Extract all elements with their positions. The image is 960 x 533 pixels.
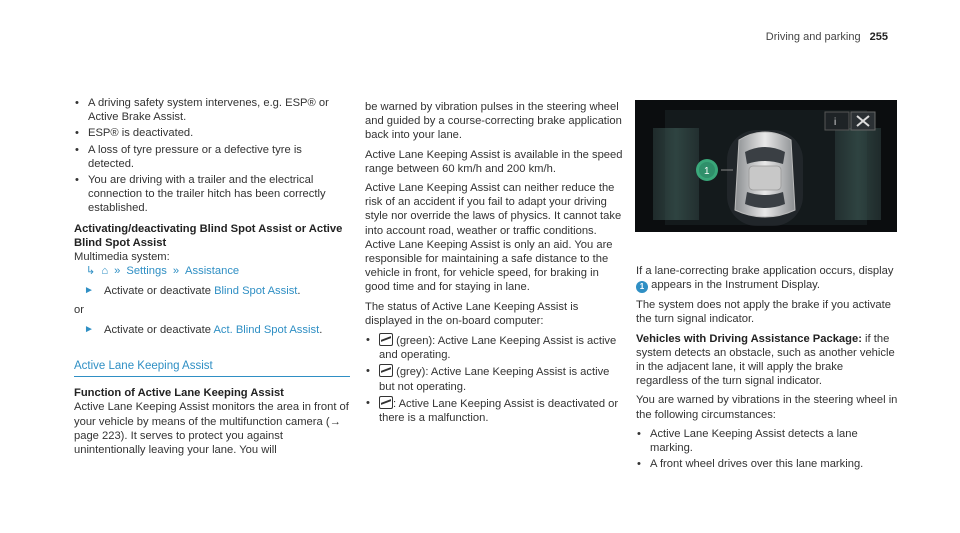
menu-path	[74, 264, 350, 278]
lane-assist-off-icon	[379, 396, 393, 409]
page-header	[766, 30, 888, 44]
list-item: • (green): Active Lane Keeping Assist is active and operating.	[365, 333, 623, 362]
heading-activating: Activating/deactivating Blind Spot Assist or Active Blind Spot Assist	[74, 222, 343, 249]
list-item: • You are driving with a trailer and the electrical connection to the trailer hitch has been correctly established.	[74, 173, 350, 216]
paragraph: If a lane-correcting brake application occurs, display 1 appears in the Instrument Display.	[636, 265, 894, 292]
section-title: Active Lane Keeping Assist	[74, 359, 350, 377]
paragraph: Active Lane Keeping Assist is available in the speed range between 60 km/h and 200 km/h.	[365, 148, 623, 175]
circumstance-list	[636, 427, 898, 472]
chevron-right-icon: »	[114, 265, 121, 278]
list-item: • A front wheel drives over this lane marking.	[636, 457, 898, 471]
paragraph: be warned by vibration pulses in the steering wheel and guided by a course-correcting brake application back into your lane.	[365, 101, 622, 142]
step-active-blind-spot: ► Activate or deactivate Act. Blind Spot Assist.	[84, 323, 323, 336]
heading-function: Function of Active Lane Keeping Assist	[74, 387, 284, 400]
blind-spot-assist-link[interactable]: Blind Spot Assist	[214, 285, 298, 298]
svg-text:i: i	[834, 117, 837, 128]
chevron-right-icon: »	[172, 265, 180, 278]
paragraph: Vehicles with Driving Assistance Package: if the system detects an obstacle, such as another vehicle in the adjacent lane, it will apply the brake regardless of the turn signal indicator.	[636, 332, 895, 388]
paragraph: Active Lane Keeping Assist can neither reduce the risk of an accident if you fail to adapt your driving style nor override the laws of physics. It cannot take into account road, weather or traffic conditions. Active Lane Keeping Assist is only an aid. You are responsible for maintaining a safe distance to the vehicle in front, for vehicle speed, for braking in good time and for staying in lane.	[365, 182, 622, 294]
display-number-badge: 1	[636, 281, 648, 293]
home-icon[interactable]: ⌂	[101, 265, 109, 278]
paragraph: Active Lane Keeping Assist monitors the area in front of your vehicle by means of the multifunction camera (→ page 223). It serves to protect you against unintentionally leaving your lane. You will	[74, 401, 349, 457]
list-item: • A loss of tyre pressure or a defective tyre is detected.	[74, 143, 350, 171]
instrument-display-image	[635, 100, 897, 232]
list-item: • Active Lane Keeping Assist detects a lane marking.	[636, 427, 898, 455]
image-badge: 1	[704, 166, 710, 177]
step-arrow-icon: ►	[84, 323, 94, 335]
lane-assist-green-icon	[379, 333, 393, 346]
condition-list	[74, 96, 350, 216]
column-middle	[365, 100, 623, 427]
paragraph: The system does not apply the brake if you activate the turn signal indicator.	[636, 299, 891, 326]
column-left	[74, 96, 350, 462]
step-blind-spot: ► Activate or deactivate Blind Spot Assist.	[84, 285, 301, 298]
column-right	[636, 264, 898, 473]
list-item: • A driving safety system intervenes, e.g. ESP® or Active Brake Assist.	[74, 96, 350, 124]
page-number: 255	[869, 31, 888, 43]
multimedia-label: Multimedia system:	[74, 251, 170, 264]
return-arrow-icon: ↳	[86, 265, 96, 278]
menu-assistance[interactable]: Assistance	[185, 265, 240, 278]
list-item: • ESP® is deactivated.	[74, 126, 350, 140]
list-item: • (grey): Active Lane Keeping Assist is active but not operating.	[365, 364, 623, 393]
section-name: Driving and parking	[765, 31, 861, 43]
menu-settings[interactable]: Settings	[126, 265, 167, 278]
lane-assist-grey-icon	[379, 364, 393, 377]
active-blind-spot-assist-link[interactable]: Act. Blind Spot Assist	[213, 323, 320, 336]
or-label: or	[74, 303, 84, 316]
paragraph: The status of Active Lane Keeping Assist is displayed in the on-board computer:	[365, 300, 579, 327]
paragraph: You are warned by vibrations in the steering wheel in the following circumstances:	[636, 394, 898, 421]
step-arrow-icon: ►	[84, 285, 94, 297]
list-item: • : Active Lane Keeping Assist is deactivated or there is a malfunction.	[365, 396, 623, 425]
status-list	[365, 333, 623, 425]
